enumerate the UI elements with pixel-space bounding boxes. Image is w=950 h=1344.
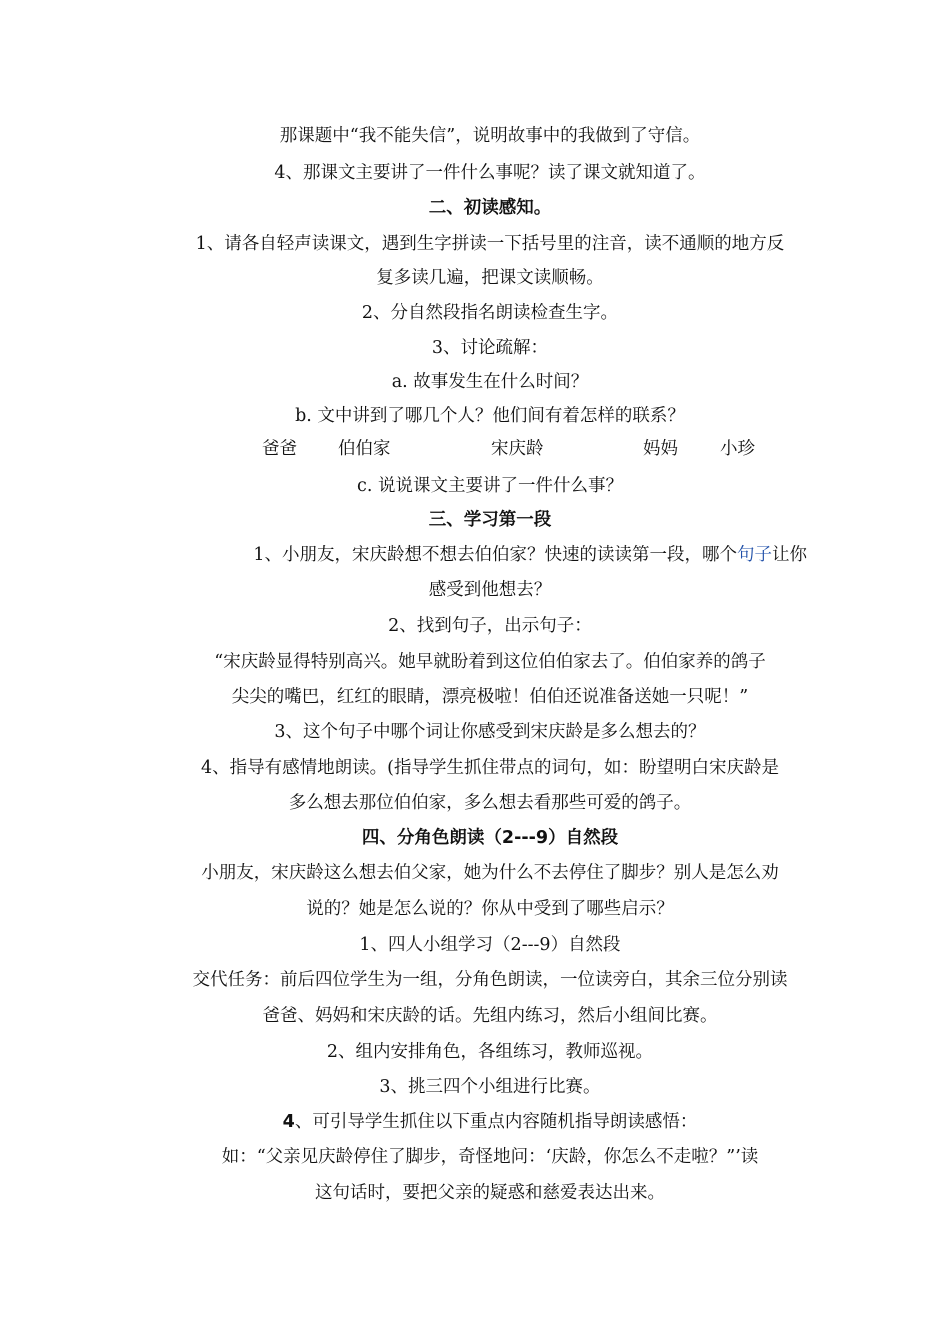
text-line: 2、组内安排角色，各组练习，教师巡视。 [326, 1042, 654, 1062]
section-heading: 四、分角色朗读（2---9）自然段 [361, 828, 619, 848]
text-segment: 1、小朋友，宋庆龄想不想去伯伯家？快速的读读第一段，哪个 [253, 545, 737, 565]
person-label: 妈妈 [643, 439, 678, 459]
text-line: 说的？她是怎么说的？你从中受到了哪些启示？ [306, 899, 674, 919]
text-line: 这句话时，要把父亲的疑惑和慈爱表达出来。 [315, 1183, 665, 1203]
text-line [160, 543, 807, 567]
text-line: b. 文中讲到了哪几个人？他们间有着怎样的联系？ [295, 406, 685, 426]
text-segment: 让你 [772, 545, 807, 565]
text-line: 4、那课文主要讲了一件什么事呢？读了课文就知道了。 [274, 163, 706, 183]
quote-line: “宋庆龄显得特别高兴。她早就盼着到这位伯伯家去了。伯伯家养的鸽子 [214, 652, 766, 672]
text-line: 多么想去那位伯伯家，多么想去看那些可爱的鸽子。 [288, 793, 692, 813]
text-line: 爸爸、妈妈和宋庆龄的话。先组内练习，然后小组间比赛。 [262, 1006, 718, 1026]
text-line: 如：“父亲见庆龄停住了脚步，奇怪地问：‘庆龄，你怎么不走啦？”’读 [221, 1147, 759, 1167]
text-line: 1、四人小组学习（2---9）自然段 [359, 935, 621, 955]
text-line: 3、讨论疏解： [431, 338, 549, 358]
text-line: 小朋友，宋庆龄这么想去伯父家，她为什么不去停住了脚步？别人是怎么劝 [201, 863, 779, 883]
people-row [0, 437, 950, 463]
highlighted-word: 句子 [737, 545, 772, 565]
text-line: 2、分自然段指名朗读检查生字。 [361, 303, 619, 323]
text-line: 3、这个句子中哪个词让你感受到宋庆龄是多么想去的？ [274, 722, 706, 742]
text-line [160, 1110, 820, 1134]
text-line: a. 故事发生在什么时间？ [391, 372, 589, 392]
item-number: 4 [282, 1112, 295, 1132]
section-heading: 二、初读感知。 [428, 198, 552, 218]
person-label: 爸爸 [262, 439, 297, 459]
text-line: 2、找到句子，出示句子： [388, 616, 592, 636]
text-line: c. 说说课文主要讲了一件什么事？ [357, 476, 623, 496]
text-line: 1、请各自轻声读课文，遇到生字拼读一下括号里的注音，读不通顺的地方反 [195, 234, 785, 254]
text-line: 交代任务：前后四位学生为一组，分角色朗读，一位读旁白，其余三位分别读 [192, 970, 788, 990]
text-line: 4、指导有感情地朗读。(指导学生抓住带点的词句，如：盼望明白宋庆龄是 [201, 758, 779, 778]
person-label: 小珍 [720, 439, 755, 459]
text-segment: 、可引导学生抓住以下重点内容随机指导朗读感悟： [294, 1112, 698, 1132]
section-heading: 三、学习第一段 [428, 510, 552, 530]
text-line: 3、挑三四个小组进行比赛。 [379, 1077, 601, 1097]
text-line: 感受到他想去？ [428, 580, 552, 600]
quote-line: 尖尖的嘴巴，红红的眼睛，漂亮极啦！伯伯还说准备送她一只呢！” [231, 687, 749, 707]
text-line: 复多读几遍，把课文读顺畅。 [376, 268, 604, 288]
person-label: 宋庆龄 [491, 439, 544, 459]
text-line: 那课题中“我不能失信”，说明故事中的我做到了守信。 [279, 126, 701, 146]
person-label: 伯伯家 [338, 439, 391, 459]
